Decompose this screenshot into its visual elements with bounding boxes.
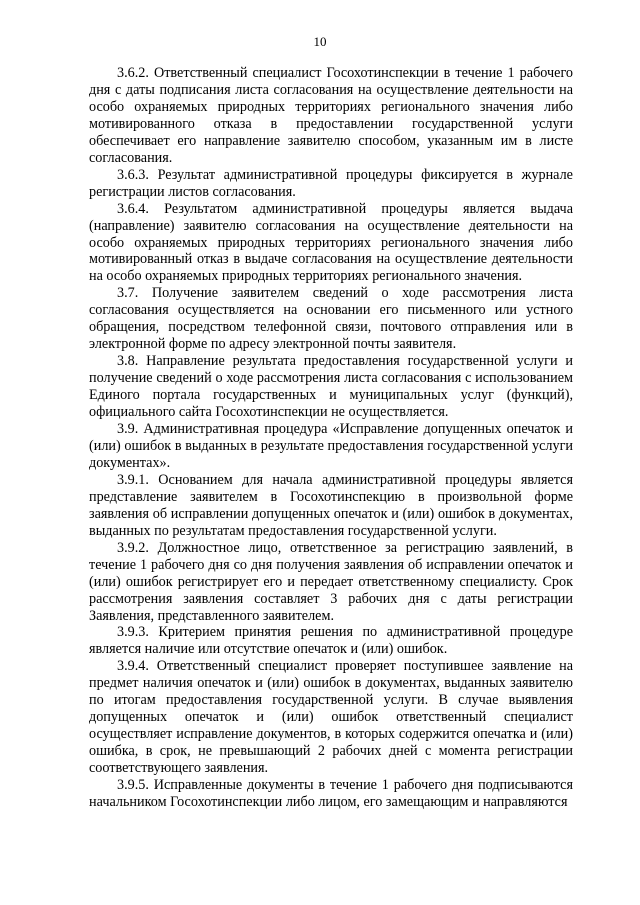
- page-number: 10: [313, 34, 327, 49]
- paragraph-3-9-2: 3.9.2. Должностное лицо, ответственное за регистрацию заявлений, в течение 1 рабочего дня со дня получения заявления об исправлении опечаток и (или) ошибок регистрирует его и передает ответственному специалисту. Срок рассмотрения заявления составляет 3 рабочих дня с даты регистрации Заявления, представленного заявителем.: [89, 539, 573, 624]
- paragraph-3-9-3: 3.9.3. Критерием принятия решения по административной процедуре является наличие или отсутствие опечаток и (или) ошибок.: [89, 624, 573, 658]
- paragraph-3-9-1: 3.9.1. Основанием для начала административной процедуры является представление заявителем в Госохотинспекцию в произвольной форме заявления об исправлении допущенных опечаток и (или) ошибок в документах, выданных по результатам предоставления государственной услуги.: [89, 471, 573, 539]
- paragraph-3-6-2: 3.6.2. Ответственный специалист Госохотинспекции в течение 1 рабочего дня с даты подписания листа согласования на осуществление деятельности на особо охраняемых природных территориях регионального значения либо мотивированного отказа в предоставлении государственной услуги обеспечивает его направление заявителю способом, указанным им в листе согласования.: [89, 65, 573, 166]
- paragraph-3-9-5: 3.9.5. Исправленные документы в течение 1 рабочего дня подписываются начальником Госохотинспекции либо лицом, его замещающим и направляются: [89, 777, 573, 810]
- paragraph-3-8: 3.8. Направление результата предоставления государственной услуги и получение сведений о ходе рассмотрения листа согласования с использованием Единого портала государственных и муниципальных услуг (функций), официального сайта Госохотинспекции не осуществляется.: [89, 353, 573, 421]
- paragraph-3-6-3: 3.6.3. Результат административной процедуры фиксируется в журнале регистрации листов согласования.: [89, 166, 573, 200]
- paragraph-3-9: 3.9. Административная процедура «Исправление допущенных опечаток и (или) ошибок в выданных в результате предоставления государственной услуги документах».: [89, 421, 573, 471]
- paragraph-3-7: 3.7. Получение заявителем сведений о ходе рассмотрения листа согласования осуществляется на основании его письменного или устного обращения, посредством телефонной связи, почтового отправления или в электронной форме по адресу электронной почты заявителя.: [89, 285, 573, 353]
- document-body: [89, 65, 573, 811]
- paragraph-3-9-4: 3.9.4. Ответственный специалист проверяет поступившее заявление на предмет наличия опечаток и (или) ошибок в документах, выданных заявителю по итогам предоставления государственной услуги. В случае выявления допущенных опечаток и (или) ошибок ответственный специалист осуществляет исправление документов, в которых содержится опечатка и (или) ошибка, в срок, не превышающий 2 рабочих дней с момента регистрации соответствующего заявления.: [89, 658, 573, 777]
- paragraph-3-6-4: 3.6.4. Результатом административной процедуры является выдача (направление) заявителю согласования на осуществление деятельности на особо охраняемых природных территориях регионального значения либо мотивированный отказ в выдаче согласования на осуществление деятельности на особо охраняемых природных территориях регионального значения.: [89, 200, 573, 285]
